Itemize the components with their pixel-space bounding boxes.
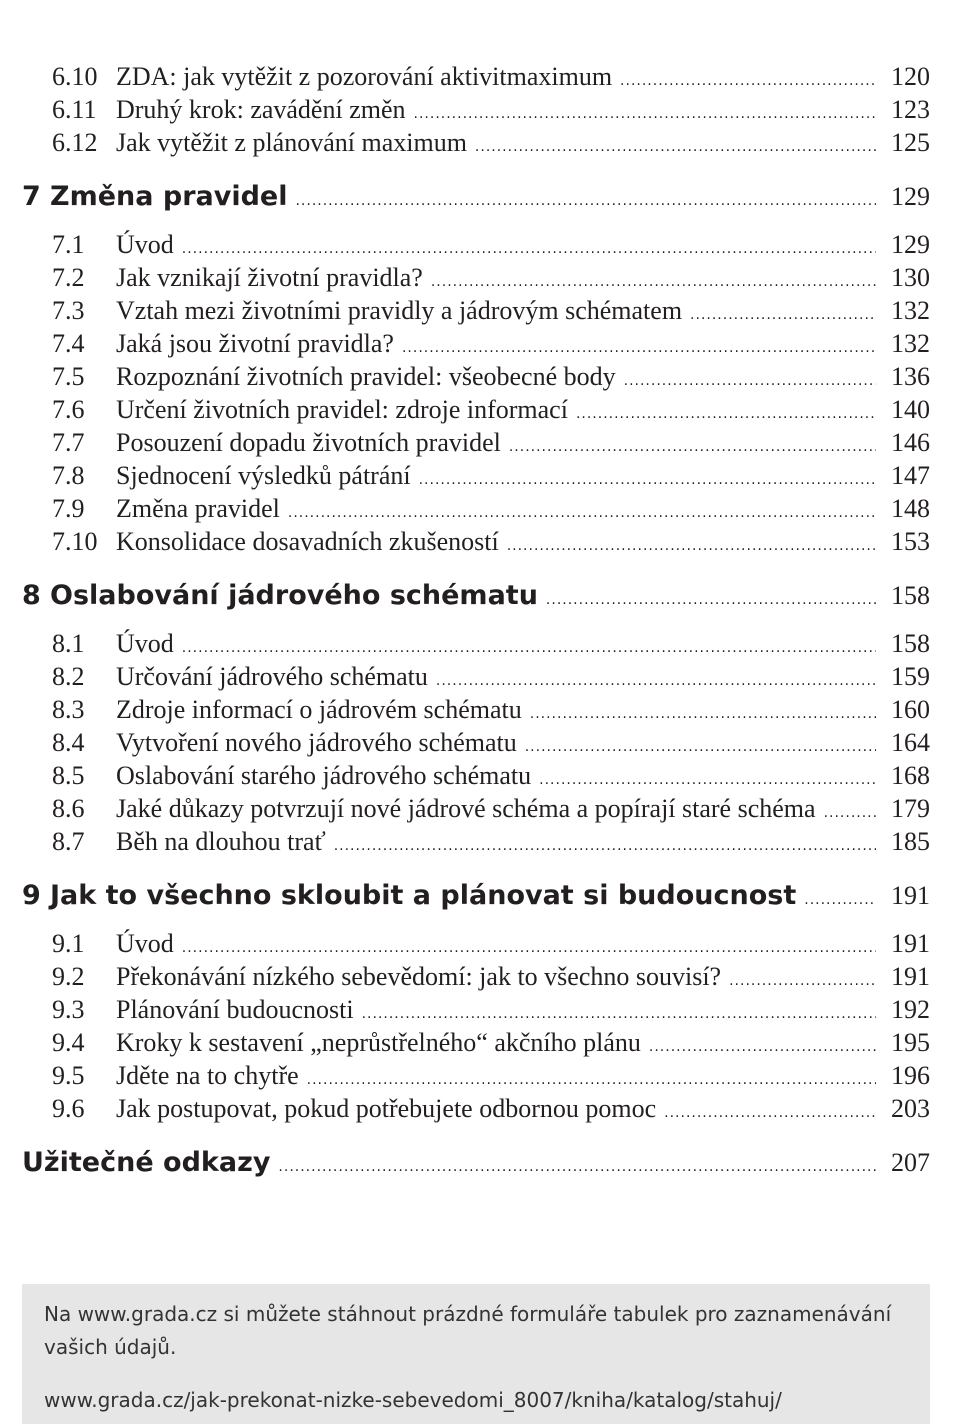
- section-number: 7.1: [52, 230, 85, 259]
- section-number: 9.6: [52, 1094, 85, 1123]
- section-title: Plánování budoucnosti: [116, 995, 354, 1024]
- page-number: 136: [891, 362, 930, 391]
- chapter-number: 8: [22, 580, 41, 611]
- dot-leader: [414, 98, 876, 131]
- page-number: 179: [891, 794, 930, 823]
- section-number: 7.8: [52, 461, 85, 490]
- chapter-8-entry[interactable]: [22, 578, 930, 614]
- section-title: Úvod: [116, 929, 174, 958]
- dot-leader: [475, 131, 876, 164]
- toc-entry[interactable]: [22, 1026, 930, 1059]
- page-number: 129: [891, 182, 930, 211]
- page-number: 192: [891, 995, 930, 1024]
- page-number: 191: [891, 881, 930, 910]
- toc-entry[interactable]: [22, 726, 930, 759]
- section-title: Konsolidace dosavadních zkušeností: [116, 527, 499, 556]
- download-note-box: [22, 1284, 930, 1424]
- page-number: 158: [891, 629, 930, 658]
- page-number: 159: [891, 662, 930, 691]
- section-number: 7.2: [52, 263, 85, 292]
- toc-entry[interactable]: [22, 1092, 930, 1125]
- section-number: 7.6: [52, 395, 85, 424]
- dot-leader: [824, 797, 876, 830]
- page-number: 148: [891, 494, 930, 523]
- page-number: 207: [891, 1148, 930, 1177]
- section-number: 9.4: [52, 1028, 85, 1057]
- section-number: 6.10: [52, 62, 98, 91]
- page-number: 191: [891, 929, 930, 958]
- page-number: 168: [891, 761, 930, 790]
- dot-leader: [525, 731, 876, 764]
- chapter-9-entry[interactable]: [22, 878, 930, 914]
- dot-leader: [509, 431, 876, 464]
- dot-leader: [419, 464, 876, 497]
- toc-entry[interactable]: [22, 393, 930, 426]
- chapter-7-entry[interactable]: [22, 179, 930, 215]
- section-title: Úvod: [116, 629, 174, 658]
- toc-entry[interactable]: [22, 792, 930, 825]
- toc-entry[interactable]: [22, 327, 930, 360]
- section-title: ZDA: jak vytěžit z pozorování aktivitmaximum: [116, 62, 613, 91]
- section-number: 7.9: [52, 494, 85, 523]
- page-number: 125: [891, 128, 930, 157]
- toc-entry[interactable]: [22, 660, 930, 693]
- section-title: Vytvoření nového jádrového schématu: [116, 728, 517, 757]
- toc-entry[interactable]: [22, 459, 930, 492]
- toc-group-9: [22, 927, 930, 1125]
- section-title: Úvod: [116, 230, 174, 259]
- toc-entry[interactable]: [22, 1059, 930, 1092]
- download-url-link[interactable]: www.grada.cz/jak-prekonat-nizke-sebevedomi_8007/kniha/katalog/stahuj/: [44, 1388, 782, 1412]
- section-number: 7.3: [52, 296, 85, 325]
- section-number: 9.3: [52, 995, 85, 1024]
- section-title: Vztah mezi životními pravidly a jádrovým schématem: [116, 296, 683, 325]
- section-number: 8.4: [52, 728, 85, 757]
- toc-entry[interactable]: [22, 60, 930, 93]
- dot-leader: [507, 530, 876, 563]
- chapter-title: Jak to všechno skloubit a plánovat si budoucnost: [50, 880, 797, 911]
- toc-group-7: [22, 228, 930, 558]
- section-number: 8.3: [52, 695, 85, 724]
- chapter-number: 9: [22, 880, 41, 911]
- toc-entry[interactable]: [22, 426, 930, 459]
- page-number: 129: [891, 230, 930, 259]
- page-number: 147: [891, 461, 930, 490]
- section-number: 9.1: [52, 929, 85, 958]
- section-title: Rozpoznání životních pravidel: všeobecné body: [116, 362, 616, 391]
- dot-leader: [624, 365, 876, 398]
- page-number: 140: [891, 395, 930, 424]
- section-number: 8.2: [52, 662, 85, 691]
- chapter-title: Změna pravidel: [50, 181, 288, 212]
- chapter-title: Užitečné odkazy: [22, 1147, 271, 1178]
- toc-entry[interactable]: [22, 759, 930, 792]
- toc-entry[interactable]: [22, 825, 930, 858]
- dot-leader: [530, 698, 876, 731]
- note-text: Na www.grada.cz si můžete stáhnout prázdné formuláře tabulek pro zaznamenávání vašich údajů.: [44, 1302, 892, 1359]
- section-title: Druhý krok: zavádění změn: [116, 95, 406, 124]
- toc-entry[interactable]: [22, 93, 930, 126]
- toc-group-8: [22, 627, 930, 858]
- toc-entry[interactable]: [22, 525, 930, 558]
- toc-entry[interactable]: [22, 228, 930, 261]
- toc-entry[interactable]: [22, 693, 930, 726]
- section-number: 9.5: [52, 1061, 85, 1090]
- toc-entry[interactable]: [22, 927, 930, 960]
- page-number: 195: [891, 1028, 930, 1057]
- page-number: 191: [891, 962, 930, 991]
- dot-leader: [690, 299, 876, 332]
- section-number: 7.7: [52, 428, 85, 457]
- dot-leader: [334, 830, 876, 863]
- section-title: Překonávání nízkého sebevědomí: jak to všechno souvisí?: [116, 962, 722, 991]
- section-title: Oslabování starého jádrového schématu: [116, 761, 532, 790]
- page-number: 132: [891, 329, 930, 358]
- dot-leader: [804, 882, 876, 918]
- dot-leader: [664, 1097, 876, 1130]
- toc-entry[interactable]: [22, 492, 930, 525]
- section-number: 6.11: [52, 95, 97, 124]
- section-title: Běh na dlouhou trať: [116, 827, 326, 856]
- section-title: Změna pravidel: [116, 494, 280, 523]
- page-number: 123: [891, 95, 930, 124]
- section-title: Kroky k sestavení „neprůstřelného“ akčního plánu: [116, 1028, 641, 1057]
- section-number: 9.2: [52, 962, 85, 991]
- toc-entry[interactable]: [22, 261, 930, 294]
- page-number: 146: [891, 428, 930, 457]
- section-title: Zdroje informací o jádrovém schématu: [116, 695, 522, 724]
- section-title: Určování jádrového schématu: [116, 662, 428, 691]
- page-number: 164: [891, 728, 930, 757]
- section-number: 8.7: [52, 827, 85, 856]
- dot-leader: [649, 1031, 876, 1064]
- page-number: 132: [891, 296, 930, 325]
- page-number: 160: [891, 695, 930, 724]
- chapter-title: Oslabování jádrového schématu: [50, 580, 538, 611]
- section-title: Jak vznikají životní pravidla?: [116, 263, 423, 292]
- toc-entry[interactable]: [22, 993, 930, 1026]
- dot-leader: [729, 965, 876, 998]
- section-title: Určení životních pravidel: zdroje informací: [116, 395, 568, 424]
- dot-leader: [546, 582, 876, 618]
- page-number: 153: [891, 527, 930, 556]
- section-number: 7.4: [52, 329, 85, 358]
- page-number: 130: [891, 263, 930, 292]
- section-number: 8.5: [52, 761, 85, 790]
- dot-leader: [620, 65, 876, 98]
- section-title: Posouzení dopadu životních pravidel: [116, 428, 501, 457]
- toc-entry[interactable]: [22, 627, 930, 660]
- page-number: 120: [891, 62, 930, 91]
- section-number: 7.5: [52, 362, 85, 391]
- dot-leader: [576, 398, 876, 431]
- dot-leader: [278, 1149, 876, 1185]
- section-title: Jaká jsou životní pravidla?: [116, 329, 394, 358]
- page-number: 185: [891, 827, 930, 856]
- page-number: 196: [891, 1061, 930, 1090]
- section-title: Sjednocení výsledků pátrání: [116, 461, 411, 490]
- toc-entry[interactable]: [22, 360, 930, 393]
- dot-leader: [295, 183, 876, 219]
- chapter-number: 7: [22, 181, 41, 212]
- toc-group-6: [22, 60, 930, 159]
- section-title: Jak postupovat, pokud potřebujete odbornou pomoc: [116, 1094, 657, 1123]
- section-number: 6.12: [52, 128, 98, 157]
- section-number: 8.6: [52, 794, 85, 823]
- section-title: Jaké důkazy potvrzují nové jádrové schéma a popírají staré schéma: [116, 794, 816, 823]
- toc-entry[interactable]: [22, 960, 930, 993]
- page-number: 158: [891, 581, 930, 610]
- section-number: 8.1: [52, 629, 85, 658]
- section-number: 7.10: [52, 527, 98, 556]
- table-of-contents: [22, 60, 930, 1194]
- section-title: Jděte na to chytře: [116, 1061, 299, 1090]
- useful-links-entry[interactable]: [22, 1145, 930, 1181]
- section-title: Jak vytěžit z plánování maximum: [116, 128, 467, 157]
- page-number: 203: [891, 1094, 930, 1123]
- toc-entry[interactable]: [22, 294, 930, 327]
- toc-entry[interactable]: [22, 126, 930, 159]
